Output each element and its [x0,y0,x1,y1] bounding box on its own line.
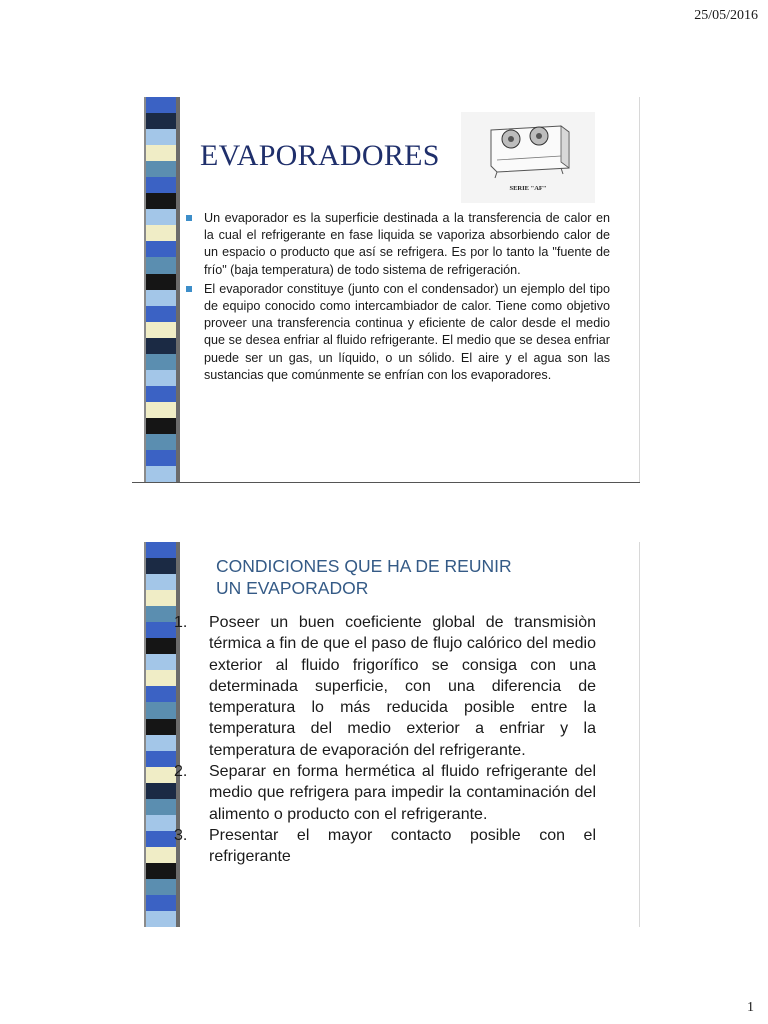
slide-evaporadores [132,97,640,483]
list-item [174,825,596,868]
list-number: 1. [174,614,188,631]
slide-border [639,542,640,927]
list-number: 2. [174,763,188,781]
slide-title-line1: CONDICIONES QUE HA DE REUNIR [216,556,512,576]
list-item [174,761,596,825]
page-date: 25/05/2016 [694,8,758,23]
stripe-shadow [176,97,180,482]
slide-condiciones [132,542,640,927]
decorative-stripe [146,97,176,482]
list-item [174,612,596,761]
bullet-text: El evaporador constituye (junto con el condensador) un ejemplo del tipo de equipo conocido como intercambiador de calor. Tiene como objetivo proveer una transferencia continua y eficiente de calor desde el medio que se desea enfriar al fluido refrigerante. El medio que se desea enfriar puede ser un gas, un líquido, o un sólido. El aire y el agua son las sustancias que comúnmente se enfrían con los evaporadores. [204,281,610,382]
bullet-square-icon [186,286,192,292]
image-caption: SERIE "AF" [509,185,547,192]
list-text: Poseer un buen coeficiente global de transmisiòn térmica a fin de que el paso de flujo calórico del medio exterior al fluido frigorífico se consiga con una determinada superficie, con una diferencia de temperatura lo más reducida posible entre la temperatura del medio exterior a enfriar y la temperatura de evaporación del refrigerante. [209,614,596,759]
bullet-item [182,210,610,279]
slide-title [216,555,512,599]
list-number: 3. [174,826,188,844]
evaporator-image [461,112,595,203]
slide-title: EVAPORADORES [200,139,440,172]
decorative-stripe [146,542,176,927]
bullet-text: Un evaporador es la superficie destinada a la transferencia de calor en la cual el refrigerante en fase liquida se vaporiza absorbiendo calor de un espacio o producto que así se refrigera. Es por lo tanto la "fuente de frío" (baja temperatura) de todo sistema de refrigeración. [204,211,610,277]
page-number: 1 [747,1000,754,1015]
slide-bullets [182,210,610,386]
bullet-item [182,281,610,384]
slide-title-line2: UN EVAPORADOR [216,578,369,598]
list-text: Separar en forma hermética al fluido refrigerante del medio que refrigera para impedir la contaminación del alimento o producto con el refrigerante. [209,763,596,823]
bullet-square-icon [186,215,192,221]
list-text: Presentar el mayor contacto posible con el refrigerante [209,826,596,866]
numbered-list [174,612,596,868]
slide-border [639,97,640,482]
